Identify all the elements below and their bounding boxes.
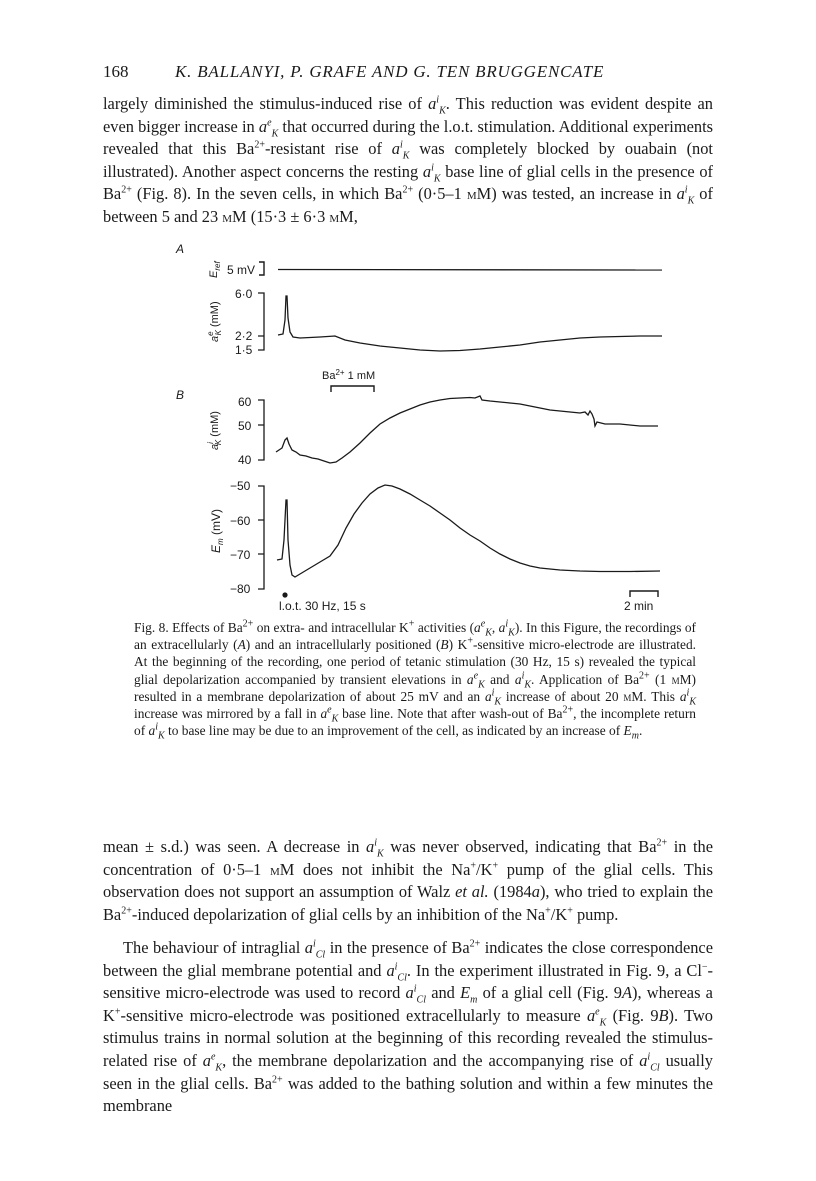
aek-tick-2-2: 2·2 bbox=[235, 329, 253, 343]
figure-caption: Fig. 8. Effects of $Ba^{2+}$ on extra- and intracellular K+ activities ($a^e_K$, $a^i_K$). In this Figure, the recordings of an extracellularly (A) and an intracellularly positioned (B) K+-sensitive micro-electrode are illustrated. At the beginning of the recording, one period of tetanic stimulation (30 Hz, 15 s) revealed the typical glial depolarization accompanied by transient elevations in $a^e_K$ and $a^i_K$. Application of $Ba^{2+}$ (1 mM) resulted in a membrane depolarization of about 25 mV and an $a^i_K$ increase of about 20 mM. This $a^i_K$ increase was mirrored by a fall in $a^e_K$ base line. Note that after wash-out of $Ba^{2+}$, the incomplete return of $a^i_K$ to base line may be due to an improvement of the cell, as indicated by an increase of $E_m$. bbox=[134, 618, 697, 742]
paragraph-1: largely diminished the stimulus-induced rise of $a^i_K$. This reduction was evident despite an even bigger increase in $a^e_K$ that occurred during the l.o.t. stimulation. Additional experiments revealed that this $Ba^{2+}$-resistant rise of $a^i_K$ was completely blocked by ouabain (not illustrated). Another aspect concerns the resting $a^i_K$ base line of glial cells in the presence of $Ba^{2+}$ (Fig. 8). In the seven cells, in which $Ba^{2+}$ (0·5–1 mM) was tested, an increase in $a^i_K$ of between 5 and 23 mM (15·3 ± 6·3 mM, bbox=[103, 94, 714, 226]
time-scale-label: 2 min bbox=[624, 599, 654, 613]
aek-trace bbox=[278, 296, 662, 351]
em-tick-60: −60 bbox=[230, 514, 251, 528]
scale-5mv-label: 5 mV bbox=[227, 263, 256, 277]
em-tick-80: −80 bbox=[230, 582, 251, 596]
paragraph-3: The behaviour of intraglial $a^i_{Cl}$ in the presence of $Ba^{2+}$ indicates the close correspondence between the glial membrane potential and $a^i_{Cl}$. In the experiment illustrated in Fig. 9, a Cl−-sensitive micro-electrode was used to record $a^i_{Cl}$ and $E_m$ of a glial cell (Fig. 9A), whereas a K+-sensitive micro-electrode was positioned extracellularly to measure $a^e_K$ (Fig. 9B). Two stimulus trains in normal solution at the beginning of this recording revealed the stimulus-related rise of $a^e_K$, the membrane depolarization and the accompanying rise of $a^i_{Cl}$ usually seen in the glial cells. $Ba^{2+}$ was added to the bathing solution and within a few minutes the membrane bbox=[103, 938, 713, 1116]
running-head: K. BALLANYI, P. GRAFE AND G. TEN BRUGGENCATE bbox=[175, 62, 605, 81]
aik-tick-60: 60 bbox=[238, 395, 252, 409]
ba-application-label: $Ba^{2+}$ 1 mM bbox=[322, 368, 376, 382]
ba-application-bar bbox=[331, 386, 374, 392]
aek-tick-1-5: 1·5 bbox=[235, 343, 253, 357]
em-axis-label: $E_m$ (mV) bbox=[209, 508, 225, 553]
page-header bbox=[103, 62, 711, 86]
aik-axis bbox=[258, 400, 264, 460]
paragraph-2: mean ± s.d.) was seen. A decrease in $a^i_K$ was never observed, indicating that $Ba^{2+}$ in the concentration of 0·5–1 mM does not inhibit the Na+/K+ pump of the glial cells. This observation does not support an assumption of Walz et al. (1984a), who tried to explain the $Ba^{2+}$-induced depolarization of glial cells by an inhibition of the Na+/K+ pump. bbox=[103, 837, 714, 924]
aek-tick-6: 6·0 bbox=[235, 287, 253, 301]
em-tick-50: −50 bbox=[230, 479, 251, 493]
panel-label-b: B bbox=[176, 388, 185, 402]
aik-axis-label: $a^iK$ (mM) bbox=[206, 411, 223, 450]
em-trace bbox=[277, 485, 660, 577]
stimulus-label: l.o.t. 30 Hz, 15 s bbox=[279, 599, 366, 613]
aik-trace bbox=[276, 396, 658, 463]
time-scale-bar bbox=[630, 591, 658, 597]
aek-axis bbox=[258, 293, 264, 350]
scale-5mv-bar bbox=[259, 262, 264, 275]
aik-tick-50: 50 bbox=[238, 419, 252, 433]
aek-axis-label: $a^eK$ (mM) bbox=[206, 301, 223, 342]
em-axis bbox=[258, 486, 264, 589]
page-number: 168 bbox=[103, 62, 129, 81]
panel-label-a: A bbox=[176, 242, 185, 256]
aik-tick-40: 40 bbox=[238, 453, 252, 467]
stimulus-marker bbox=[282, 592, 287, 597]
e-ref-label: $E_{ref}$ bbox=[208, 261, 222, 278]
em-tick-70: −70 bbox=[230, 548, 251, 562]
e-ref-trace bbox=[278, 270, 662, 271]
